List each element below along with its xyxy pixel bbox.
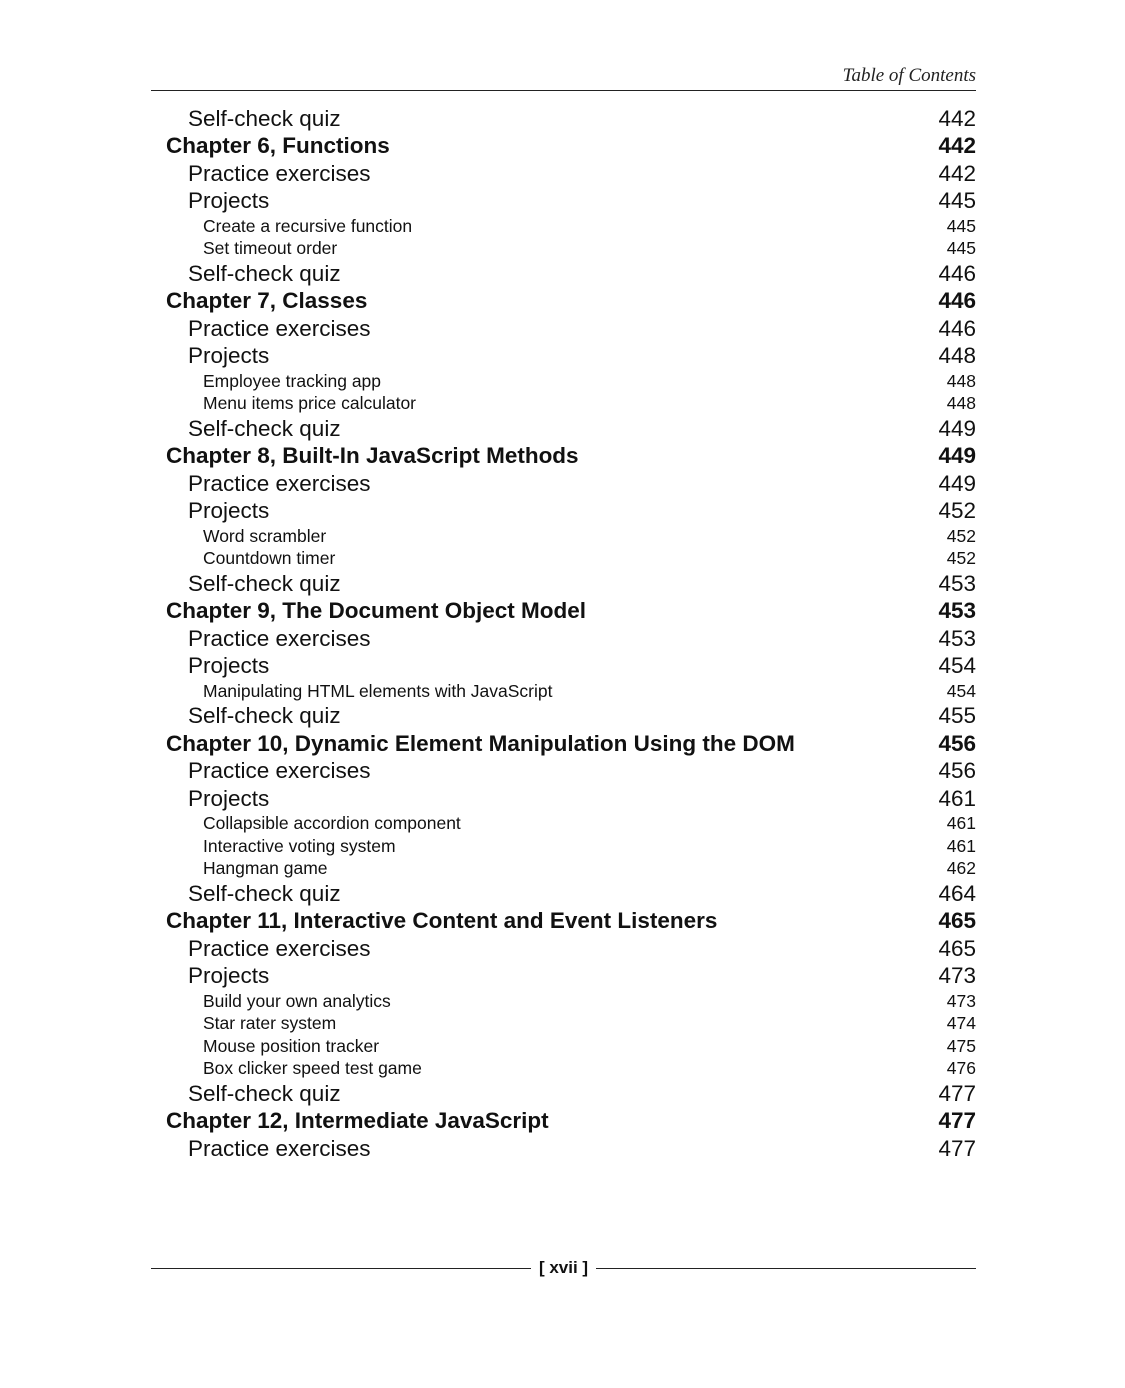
toc-entry-title: Self-check quiz	[188, 1080, 341, 1106]
toc-entry-title: Projects	[188, 188, 270, 214]
toc-entry-sub[interactable]	[166, 525, 976, 548]
toc-entry-title: Self-check quiz	[188, 105, 341, 131]
toc-entry-page-number: 446	[938, 288, 976, 314]
toc-entry-page-number: 449	[938, 443, 976, 469]
toc-entry-chapter[interactable]	[166, 288, 976, 316]
toc-entry-title: Chapter 7, Classes	[166, 288, 368, 314]
toc-entry-title: Box clicker speed test game	[203, 1058, 422, 1079]
toc-entry-title: Word scrambler	[203, 525, 327, 546]
toc-entry-title: Projects	[188, 653, 270, 679]
toc-entry-page-number: 452	[946, 525, 976, 546]
toc-entry-sub[interactable]	[166, 1013, 976, 1036]
toc-entry-page-number: 442	[938, 160, 976, 186]
toc-entry-page-number: 465	[938, 935, 976, 961]
toc-entry-title: Star rater system	[203, 1013, 337, 1034]
page-number: [ xvii ]	[538, 1258, 589, 1277]
toc-entry-title: Chapter 8, Built-In JavaScript Methods	[166, 443, 579, 469]
toc-entry-section[interactable]	[166, 498, 976, 526]
toc-entry-page-number: 445	[946, 215, 976, 236]
toc-entry-page-number: 473	[938, 963, 976, 989]
toc-entry-page-number: 446	[938, 315, 976, 341]
toc-entry-section[interactable]	[166, 758, 976, 786]
toc-entry-section[interactable]	[166, 105, 976, 133]
toc-entry-page-number: 455	[938, 703, 976, 729]
toc-entry-sub[interactable]	[166, 238, 976, 261]
toc-entry-page-number: 456	[938, 758, 976, 784]
toc-entry-section[interactable]	[166, 703, 976, 731]
toc-entry-title: Employee tracking app	[203, 370, 382, 391]
running-header	[151, 64, 976, 91]
toc-entry-title: Self-check quiz	[188, 703, 341, 729]
toc-entry-sub[interactable]	[166, 1058, 976, 1081]
toc-entry-title: Chapter 6, Functions	[166, 133, 390, 159]
toc-entry-page-number: 475	[946, 1035, 976, 1056]
footer-rule-left	[151, 1268, 531, 1269]
toc-entry-chapter[interactable]	[166, 598, 976, 626]
toc-entry-title: Hangman game	[203, 858, 328, 879]
toc-entry-page-number: 453	[938, 598, 976, 624]
toc-entry-page-number: 449	[938, 470, 976, 496]
toc-entry-title: Self-check quiz	[188, 880, 341, 906]
toc-entry-title: Practice exercises	[188, 625, 371, 651]
toc-entry-page-number: 448	[938, 343, 976, 369]
toc-entry-page-number: 442	[938, 105, 976, 131]
toc-entry-title: Chapter 10, Dynamic Element Manipulation Using the DOM	[166, 730, 795, 756]
toc-entry-page-number: 448	[946, 370, 976, 391]
toc-entry-page-number: 452	[946, 548, 976, 569]
toc-entry-title: Self-check quiz	[188, 260, 341, 286]
toc-entry-title: Projects	[188, 343, 270, 369]
toc-entry-title: Practice exercises	[188, 758, 371, 784]
toc-entry-page-number: 462	[946, 858, 976, 879]
toc-entry-page-number: 453	[938, 625, 976, 651]
toc-entry-title: Countdown timer	[203, 548, 336, 569]
toc-entry-title: Practice exercises	[188, 935, 371, 961]
toc-entry-section[interactable]	[166, 963, 976, 991]
toc-entry-sub[interactable]	[166, 858, 976, 881]
toc-entry-sub[interactable]	[166, 813, 976, 836]
toc-entry-section[interactable]	[166, 570, 976, 598]
toc-entry-sub[interactable]	[166, 680, 976, 703]
toc-entry-page-number: 476	[946, 1058, 976, 1079]
toc-entry-title: Menu items price calculator	[203, 393, 416, 414]
toc-entry-page-number: 461	[938, 785, 976, 811]
toc-entry-title: Projects	[188, 963, 270, 989]
toc-entry-section[interactable]	[166, 315, 976, 343]
toc-entry-page-number: 464	[938, 880, 976, 906]
toc-entry-title: Build your own analytics	[203, 990, 391, 1011]
toc-entry-chapter[interactable]	[166, 443, 976, 471]
toc-entry-chapter[interactable]	[166, 908, 976, 936]
toc-entry-page-number: 445	[938, 188, 976, 214]
toc-entry-title: Practice exercises	[188, 470, 371, 496]
toc-entry-page-number: 477	[938, 1108, 976, 1134]
toc-entry-page-number: 442	[938, 133, 976, 159]
toc-entry-title: Practice exercises	[188, 1135, 371, 1161]
toc-entry-page-number: 449	[938, 415, 976, 441]
toc-entry-title: Set timeout order	[203, 238, 338, 259]
toc-entry-title: Collapsible accordion component	[203, 813, 461, 834]
toc-entry-section[interactable]	[166, 625, 976, 653]
toc-entry-title: Mouse position tracker	[203, 1035, 380, 1056]
toc-entry-title: Chapter 12, Intermediate JavaScript	[166, 1108, 549, 1134]
toc-entry-page-number: 473	[946, 990, 976, 1011]
toc-entry-title: Self-check quiz	[188, 415, 341, 441]
toc-entry-title: Chapter 9, The Document Object Model	[166, 598, 587, 624]
toc-entry-chapter[interactable]	[166, 133, 976, 161]
toc-entry-sub[interactable]	[166, 215, 976, 238]
toc-entry-sub[interactable]	[166, 548, 976, 571]
toc-entry-page-number: 454	[946, 680, 976, 701]
toc-entry-sub[interactable]	[166, 990, 976, 1013]
toc-entry-title: Projects	[188, 498, 270, 524]
toc-entry-page-number: 477	[938, 1080, 976, 1106]
toc-entry-chapter[interactable]	[166, 1108, 976, 1136]
toc-entry-page-number: 452	[938, 498, 976, 524]
toc-entry-title: Chapter 11, Interactive Content and Event Listeners	[166, 908, 718, 934]
running-header-title: Table of Contents	[842, 65, 976, 86]
toc-entry-sub[interactable]	[166, 835, 976, 858]
toc-entry-page-number: 465	[938, 908, 976, 934]
toc-entry-page-number: 477	[938, 1135, 976, 1161]
toc-entry-title: Practice exercises	[188, 315, 371, 341]
toc-entry-section[interactable]	[166, 653, 976, 681]
toc-entry-page-number: 474	[946, 1013, 976, 1034]
toc-entry-section[interactable]	[166, 935, 976, 963]
toc-entry-section[interactable]	[166, 415, 976, 443]
toc-entry-section[interactable]	[166, 1135, 976, 1163]
footer-rule-right	[596, 1268, 976, 1269]
toc-entry-section[interactable]	[166, 785, 976, 813]
toc-entry-section[interactable]	[166, 470, 976, 498]
toc-entry-page-number: 448	[946, 393, 976, 414]
toc-entry-section[interactable]	[166, 880, 976, 908]
toc-entry-title: Projects	[188, 785, 270, 811]
toc-entry-sub[interactable]	[166, 393, 976, 416]
toc-entry-page-number: 461	[946, 813, 976, 834]
toc-entry-title: Interactive voting system	[203, 835, 396, 856]
toc-entry-sub[interactable]	[166, 1035, 976, 1058]
toc-entry-page-number: 454	[938, 653, 976, 679]
toc-entry-title: Create a recursive function	[203, 215, 413, 236]
toc-entry-section[interactable]	[166, 343, 976, 371]
toc-entry-section[interactable]	[166, 260, 976, 288]
toc-entry-section[interactable]	[166, 1080, 976, 1108]
toc-entry-page-number: 446	[938, 260, 976, 286]
toc-entry-page-number: 461	[946, 835, 976, 856]
page-footer	[151, 1256, 976, 1280]
toc-entry-chapter[interactable]	[166, 730, 976, 758]
toc-list	[166, 105, 976, 1163]
toc-entry-section[interactable]	[166, 160, 976, 188]
toc-entry-sub[interactable]	[166, 370, 976, 393]
toc-entry-page-number: 456	[938, 730, 976, 756]
toc-entry-title: Self-check quiz	[188, 570, 341, 596]
toc-entry-page-number: 453	[938, 570, 976, 596]
toc-entry-title: Manipulating HTML elements with JavaScript	[203, 680, 553, 701]
toc-entry-page-number: 445	[946, 238, 976, 259]
toc-entry-section[interactable]	[166, 188, 976, 216]
toc-entry-title: Practice exercises	[188, 160, 371, 186]
